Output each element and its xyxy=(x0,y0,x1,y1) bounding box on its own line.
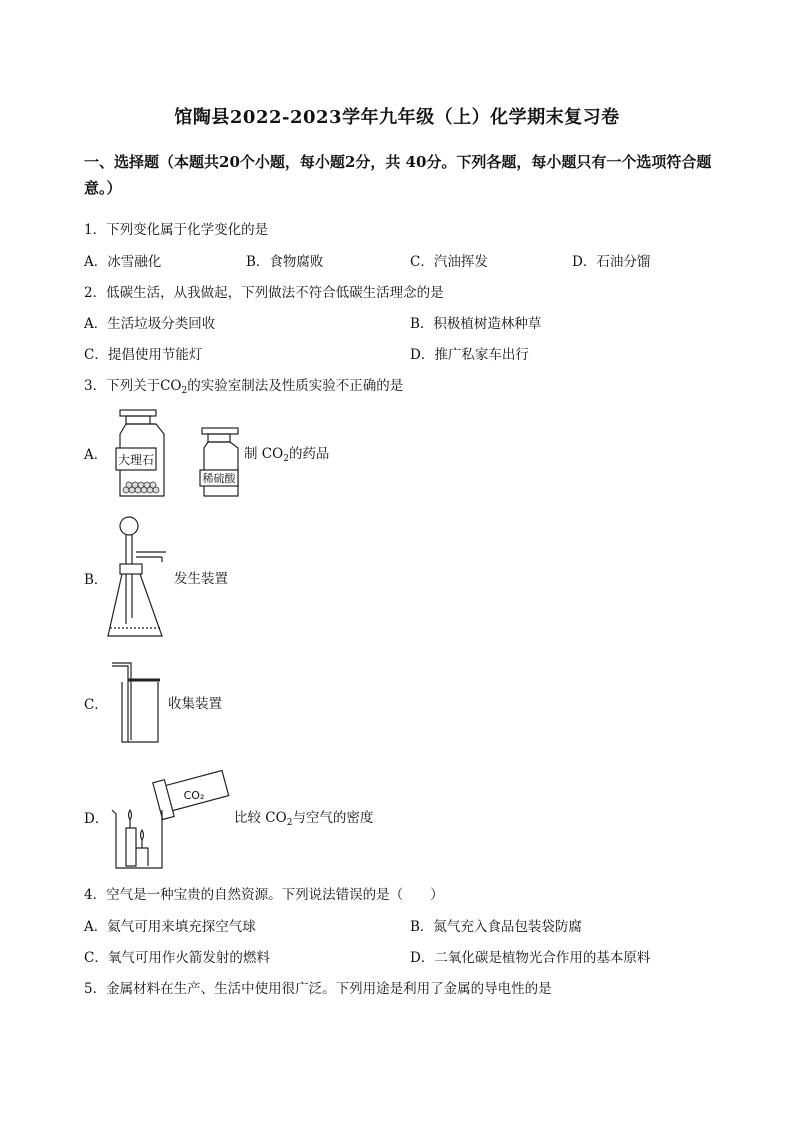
lower-step xyxy=(136,848,148,866)
co2-density-figure xyxy=(108,764,232,874)
bottle2-label: 稀硫酸 xyxy=(202,472,236,485)
q4-option-b: B．氮气充入食品包装袋防腐 xyxy=(410,919,582,935)
q4-option-a: A．氦气可用来填充探空气球 xyxy=(84,919,256,935)
q3-option-d: D． xyxy=(84,811,109,827)
question-1-stem: 1．下列变化属于化学变化的是 xyxy=(84,222,269,238)
flame-upper xyxy=(129,810,132,820)
flame-lower xyxy=(141,830,144,840)
q1-option-a: A．冰雪融化 xyxy=(84,254,162,270)
q4-option-c: C．氧气可用作火箭发射的燃料 xyxy=(84,950,270,966)
section-heading: 一、选择题（本题共20个小题，每小题2分，共 40分。下列各题，每小题只有一个选项符合题意。） xyxy=(84,153,712,197)
co2-gas-label: CO₂ xyxy=(183,789,205,802)
question-4-stem: 4．空气是一种宝贵的自然资源。下列说法错误的是（ ） xyxy=(84,887,444,903)
q3-option-c: C． xyxy=(84,697,108,713)
q2-option-b: B．积极植树造林种草 xyxy=(410,316,542,332)
marble-pieces xyxy=(123,482,159,493)
upper-step xyxy=(126,828,136,866)
figB-caption: 发生装置 xyxy=(174,571,228,587)
q2-option-a: A．生活垃圾分类回收 xyxy=(84,316,216,332)
beaker xyxy=(112,810,162,868)
generation-apparatus-figure xyxy=(106,514,170,644)
q4-option-d: D．二氧化碳是植物光合作用的基本原料 xyxy=(410,950,651,966)
delivery-tube xyxy=(136,552,166,562)
page-title: 馆陶县2022-2023学年九年级（上）化学期末复习卷 xyxy=(174,107,620,128)
figA-caption: 制 $CO_2$的药品 xyxy=(244,446,330,464)
q1-option-b: B．食物腐败 xyxy=(246,254,324,270)
collection-apparatus-figure xyxy=(110,660,166,746)
reagent-bottles-figure xyxy=(108,408,248,502)
bottle1-label: 大理石 xyxy=(117,453,155,467)
question-2-stem: 2．低碳生活，从我做起，下列做法不符合低碳生活理念的是 xyxy=(84,285,444,301)
question-3-stem: 3．下列关于$CO_2$的实验室制法及性质实验不正确的是 xyxy=(84,378,404,396)
q1-option-d: D．石油分馏 xyxy=(572,254,651,270)
q3-option-b: B． xyxy=(84,572,108,588)
figC-caption: 收集装置 xyxy=(168,696,222,712)
figD-caption: 比较 $CO_2$与空气的密度 xyxy=(234,810,374,828)
q2-option-c: C．提倡使用节能灯 xyxy=(84,347,203,363)
thistle-funnel xyxy=(120,517,138,535)
bottle-stopper xyxy=(120,410,156,416)
q3-option-a: A． xyxy=(84,447,108,463)
acid-bottle xyxy=(200,428,238,496)
q2-option-d: D．推广私家车出行 xyxy=(410,347,529,363)
question-5-stem: 5．金属材料在生产、生活中使用很广泛。下列用途是利用了金属的导电性的是 xyxy=(84,981,552,997)
bottle-stopper xyxy=(202,428,238,434)
q1-option-c: C．汽油挥发 xyxy=(410,254,488,270)
conical-flask xyxy=(108,574,162,636)
